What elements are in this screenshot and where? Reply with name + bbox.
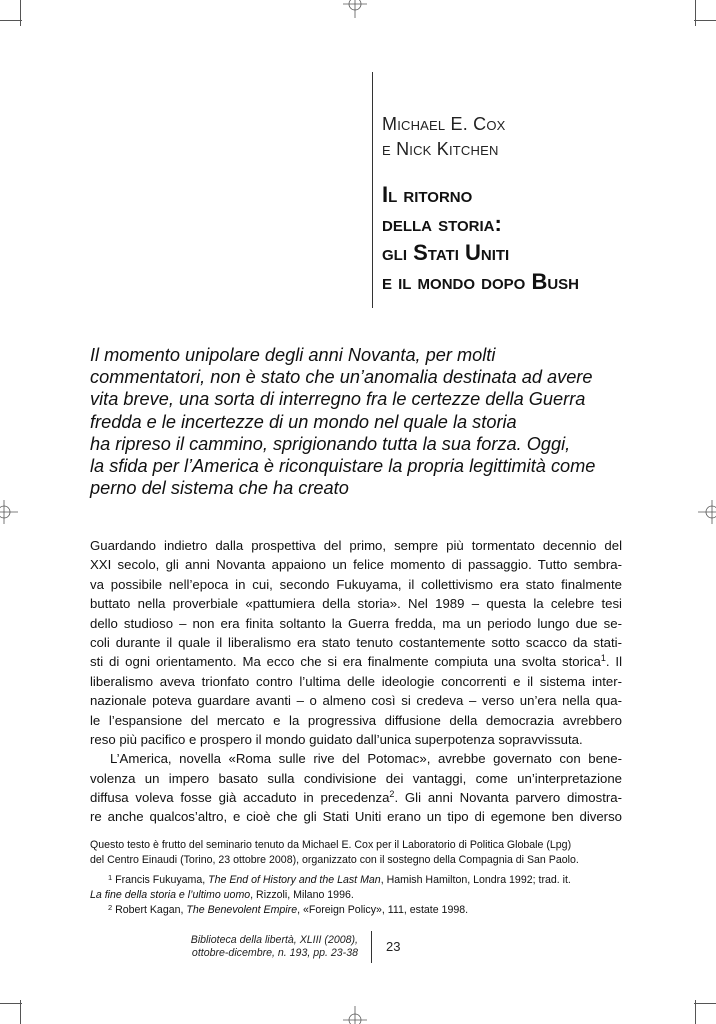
abstract-line: vita breve, una sorta di interregno fra le certezze della Guerra (90, 389, 586, 410)
author-line: Michael E. Cox (382, 114, 506, 134)
footnote-number: 2 (108, 903, 113, 912)
title-line: della storia: (382, 211, 502, 236)
article-abstract (90, 344, 630, 499)
body-line-text: diffusa voleva fosse già accaduto in precedenza (90, 790, 390, 806)
body-line-text: . Il (605, 654, 623, 670)
body-line (90, 652, 622, 671)
body-line: coli durante il quale il liberalismo era stato tenuto costantemente sotto scacco da stati- (90, 634, 622, 650)
footnote-text: , Hamish Hamilton, Londra 1992; trad. it. (380, 874, 571, 886)
abstract-line: ha ripreso il cammino, sprigionando tutta la sua forza. Oggi, (90, 433, 571, 454)
abstract-line: Il momento unipolare degli anni Novanta, per molti (90, 345, 496, 365)
footnote-text: , Rizzoli, Milano 1996. (250, 889, 354, 901)
body-line: va possibile nell’epoca in cui, secondo Fukuyama, il collettivismo era stato finalmente (90, 576, 622, 592)
body-line-text: sti di ogni orientamento. Ma ecco che si era finalmente compiuta una svolta storica (90, 654, 601, 670)
body-line: dello studioso – non era finita soltanto la Guerra fredda, ma un periodo lungo due se- (90, 615, 622, 631)
crop-mark-right-top (694, 20, 716, 21)
footnote-text: Robert Kagan, (112, 904, 187, 916)
acknowledgement-line: del Centro Einaudi (Torino, 23 ottobre 2008), organizzato con il sostegno della Compagnia di San Paolo. (90, 854, 579, 866)
page-number: 23 (386, 939, 401, 954)
crop-mark-left-top (0, 20, 22, 21)
header-divider (372, 72, 373, 308)
body-line: reso più pacifico e prospero il mondo guidato dall’unica superpotenza sopravvissuta. (90, 731, 583, 747)
title-line: e il mondo dopo Bush (382, 269, 580, 294)
footnote-text: , «Foreign Policy», 111, estate 1998. (297, 904, 469, 916)
footnote-number: 1 (108, 873, 113, 882)
body-line: Guardando indietro dalla prospettiva del primo, sempre più tormentato decennio del (90, 538, 622, 553)
crop-mark-left-bottom (0, 1003, 22, 1004)
body-line: L’America, novella «Roma sulle rive del Potomac», avrebbe governato con bene- (110, 751, 622, 767)
crop-mark-top-right (695, 0, 696, 26)
abstract-line: perno del sistema che ha creato (90, 478, 349, 499)
journal-citation (150, 934, 358, 960)
body-line: volenza un impero basato sulla condivisione dei vantaggi, come un’interpretazione (90, 770, 622, 786)
journal-citation-line: Biblioteca della libertà, XLIII (2008), (190, 934, 358, 946)
body-line: buttato nella proverbiale «pattumiera della storia». Nel 1989 – questa la celebre tesi (90, 596, 622, 612)
body-line (90, 788, 622, 807)
body-line: liberalismo aveva trionfato contro l’ultima delle ideologie concorrenti e il sistema inter- (90, 673, 622, 689)
footnote-book-title: The End of History and the Last Man (208, 874, 381, 886)
footer-divider (371, 931, 372, 963)
body-line: re anche qualcos’altro, e cioè che gli Stati Uniti erano un tipo di egemone ben diverso (90, 809, 622, 825)
article-title (382, 180, 579, 296)
crop-mark-top-left (20, 0, 21, 26)
title-line: Il ritorno (382, 182, 473, 207)
acknowledgement-line: Questo testo è frutto del seminario tenuto da Michael E. Cox per il Laboratorio di Politica Globale (Lpg) (90, 839, 572, 851)
body-line: le l’espansione del mercato e la progressiva diffusione della democrazia avrebbero (90, 712, 622, 728)
footnote-book-title: The Benevolent Empire (186, 904, 298, 916)
registration-mark-top-icon (340, 0, 370, 20)
footnote-text: Francis Fukuyama, (112, 874, 209, 886)
body-text (90, 536, 622, 827)
footnote-book-title: La fine della storia e l’ultimo uomo (90, 889, 251, 901)
body-line: nazionale poteva guardare avanti – o almeno così si credeva – verso un’era nella qua- (90, 693, 622, 709)
registration-mark-right-icon (694, 497, 716, 527)
abstract-line: fredda e le incertezze di un mondo nel quale la storia (90, 411, 517, 432)
body-line: XXI secolo, gli anni Novanta appaiono un felice momento di passaggio. Tutto sembra- (90, 557, 622, 573)
footnote-1 (90, 873, 622, 888)
footnotes (90, 838, 622, 918)
footnote-ref-2[interactable]: 2 (389, 789, 395, 800)
footnote-2 (90, 903, 622, 918)
title-line: gli Stati Uniti (382, 240, 510, 265)
footnote-1-continued (90, 888, 622, 903)
crop-mark-right-bottom (694, 1003, 716, 1004)
registration-mark-bottom-icon (340, 1006, 370, 1024)
body-line-text: . Gli anni Novanta parvero dimostra- (394, 790, 622, 806)
registration-mark-left-icon (0, 497, 22, 527)
journal-citation-line: ottobre-dicembre, n. 193, pp. 23-38 (191, 947, 358, 959)
footnote-ref-1[interactable]: 1 (600, 653, 606, 664)
article-authors (382, 112, 506, 162)
abstract-line: commentatori, non è stato che un’anomalia destinata ad avere (90, 367, 593, 388)
author-line: e Nick Kitchen (382, 139, 499, 159)
abstract-line: la sfida per l’America è riconquistare la propria legittimità come (90, 456, 596, 477)
